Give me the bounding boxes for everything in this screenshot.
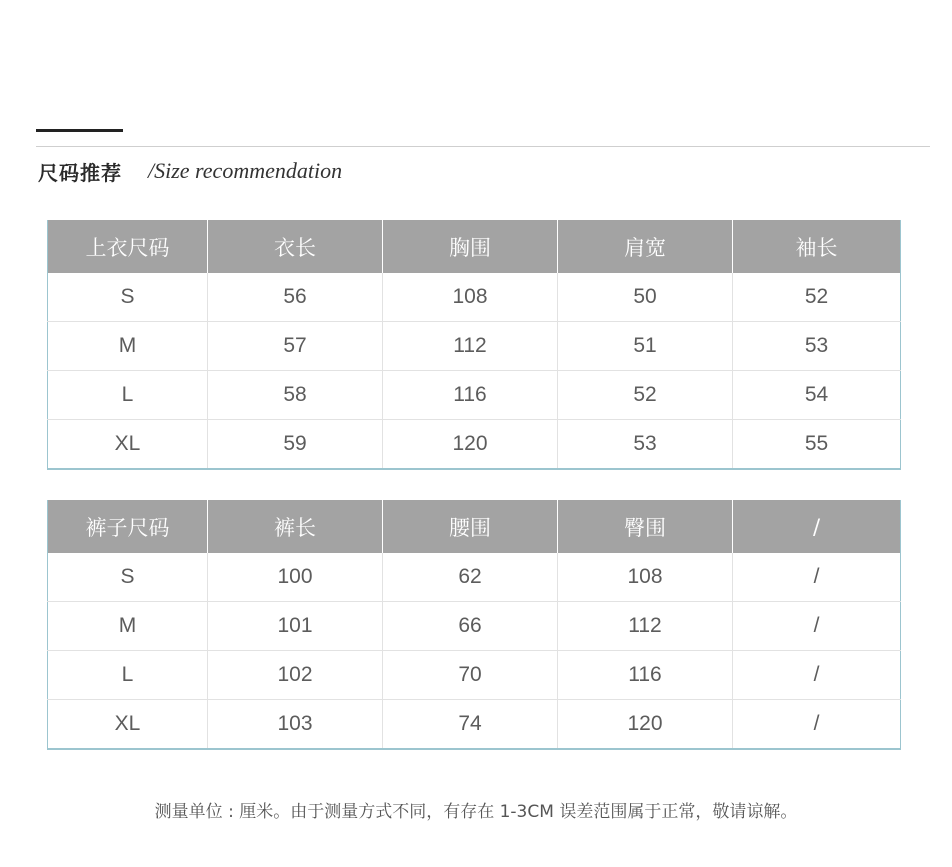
header-pants-length: 裤长 xyxy=(208,500,383,553)
section-divider-line xyxy=(36,146,930,147)
header-sleeve: 袖长 xyxy=(733,220,901,273)
table-cell: 108 xyxy=(383,273,558,322)
table-cell: 120 xyxy=(558,700,733,750)
table-row xyxy=(48,420,901,470)
header-empty: / xyxy=(733,500,901,553)
table-cell: / xyxy=(733,553,901,602)
header-pants-size: 裤子尺码 xyxy=(48,500,208,553)
table-cell: 57 xyxy=(208,322,383,371)
table-cell: 62 xyxy=(383,553,558,602)
table-cell: S xyxy=(120,565,135,588)
header-chest: 胸围 xyxy=(383,220,558,273)
table-header-row xyxy=(48,220,901,273)
table-cell: XL xyxy=(48,700,208,750)
table-cell: 59 xyxy=(208,420,383,470)
table-cell: 51 xyxy=(558,322,733,371)
table-cell: 116 xyxy=(383,371,558,420)
table-cell: 116 xyxy=(558,651,733,700)
table-cell: 112 xyxy=(383,322,558,371)
table-cell: L xyxy=(48,371,208,420)
table-cell: 100 xyxy=(208,553,383,602)
table-cell: / xyxy=(733,700,901,750)
table-cell: 70 xyxy=(383,651,558,700)
header-top-size: 上衣尺码 xyxy=(48,220,208,273)
table-cell: 74 xyxy=(383,700,558,750)
table-cell: / xyxy=(733,651,901,700)
section-accent-bar xyxy=(36,129,123,132)
table-cell: / xyxy=(733,602,901,651)
table-cell: S xyxy=(120,285,135,308)
table-row xyxy=(48,651,901,700)
table-row xyxy=(48,602,901,651)
table-cell: 101 xyxy=(208,602,383,651)
header-shoulder: 肩宽 xyxy=(558,220,733,273)
table-cell: 54 xyxy=(733,371,901,420)
table-cell: 66 xyxy=(383,602,558,651)
table-cell: 52 xyxy=(733,273,901,322)
table-cell: 53 xyxy=(733,322,901,371)
header-hip: 臀围 xyxy=(558,500,733,553)
table-cell: 52 xyxy=(558,371,733,420)
table-cell: M xyxy=(48,322,208,371)
table-cell: 120 xyxy=(383,420,558,470)
header-length: 衣长 xyxy=(208,220,383,273)
table-header-row xyxy=(48,500,901,553)
table-row xyxy=(48,553,901,602)
table-cell: M xyxy=(48,602,208,651)
table-row xyxy=(48,371,901,420)
measurement-footnote: 测量单位 : 厘米。由于测量方式不同，有存在 1-3CM 误差范围属于正常，敬请谅解。 xyxy=(154,802,798,822)
table-cell: 56 xyxy=(208,273,383,322)
table-cell: 102 xyxy=(208,651,383,700)
table-cell: XL xyxy=(48,420,208,470)
table-row xyxy=(48,322,901,371)
table-row xyxy=(48,700,901,750)
table-cell: 55 xyxy=(733,420,901,470)
section-title xyxy=(38,156,342,186)
section-title-en: /Size recommendation xyxy=(148,158,343,183)
table-cell: 50 xyxy=(558,273,733,322)
section-title-zh: 尺码推荐 xyxy=(38,160,122,185)
table-cell: 58 xyxy=(208,371,383,420)
table-cell: 112 xyxy=(558,602,733,651)
table-cell: 103 xyxy=(208,700,383,750)
table-row xyxy=(48,273,901,322)
top-size-table xyxy=(47,220,901,470)
table-cell: L xyxy=(48,651,208,700)
table-cell: 108 xyxy=(558,553,733,602)
table-cell: 53 xyxy=(558,420,733,470)
header-waist: 腰围 xyxy=(383,500,558,553)
bottom-size-table xyxy=(47,500,901,750)
